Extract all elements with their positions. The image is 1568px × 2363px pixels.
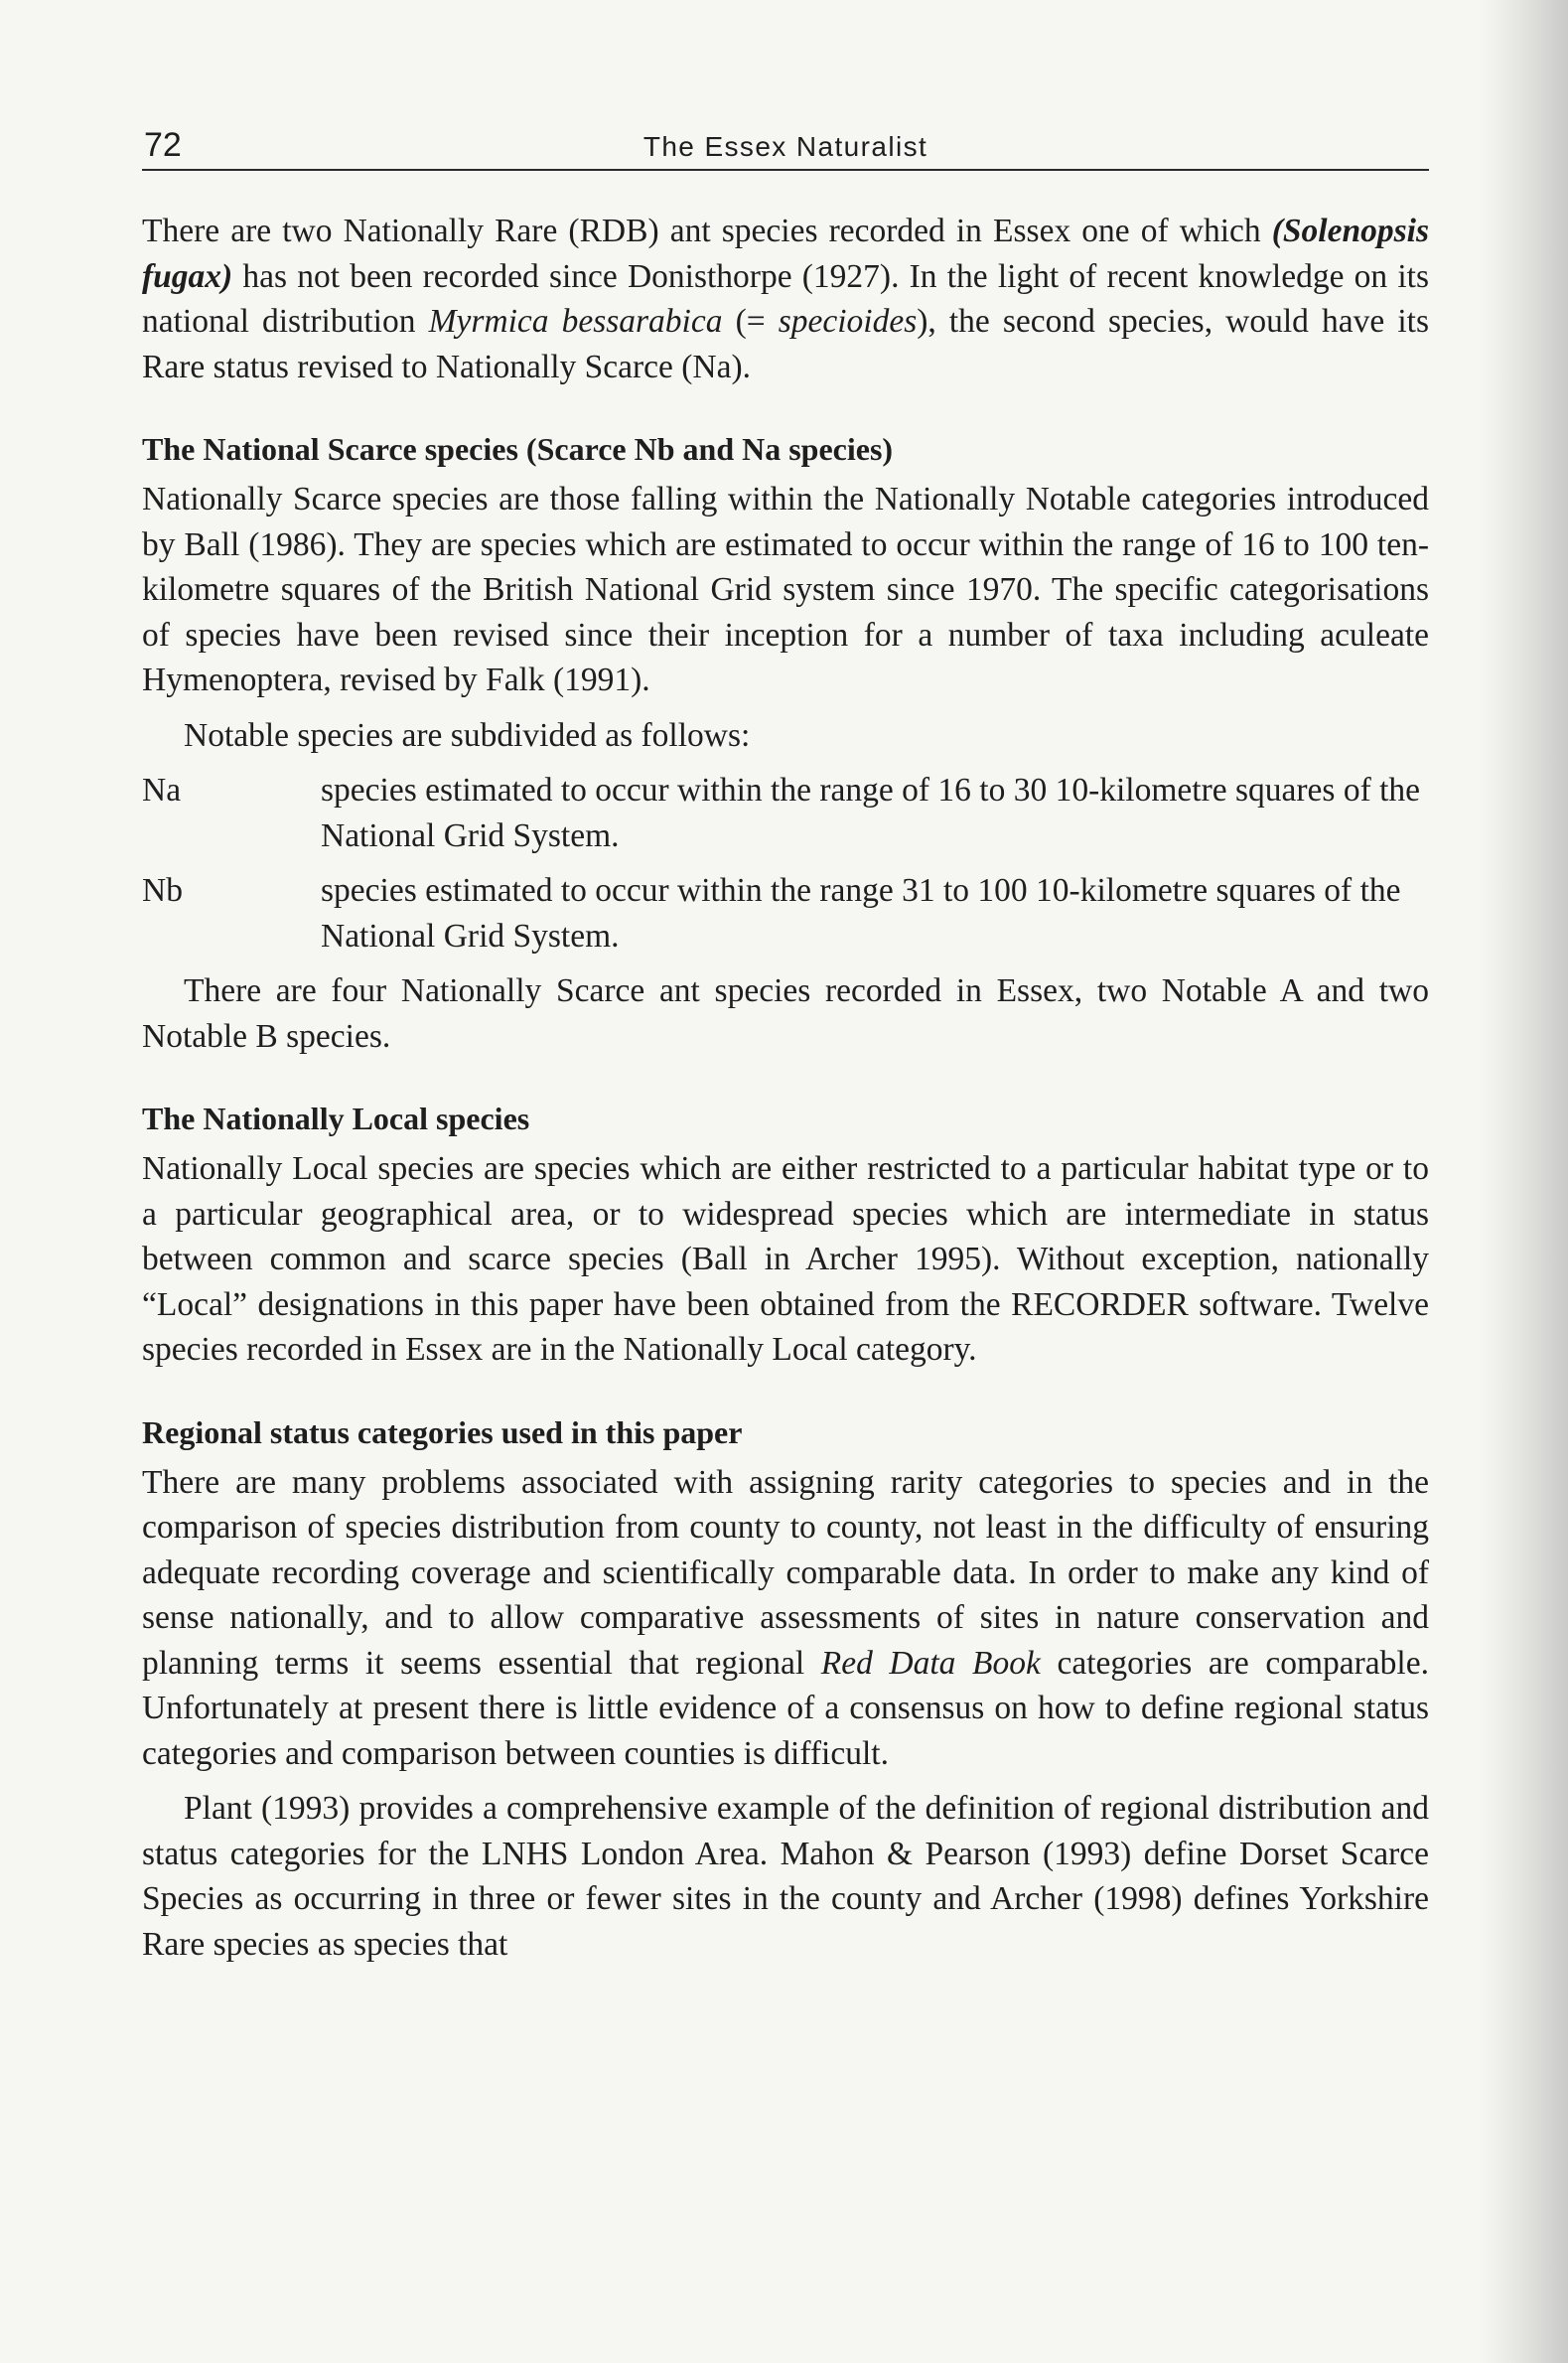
notable-definitions-list xyxy=(142,768,1429,959)
intro-text-mid2: (= xyxy=(722,303,779,340)
scarce-paragraph-1: Nationally Scarce species are those falling within the Nationally Notable categories introduced by Ball (1986). They are species which are estimated to occur within the range of 16 to 100 ten-kilometre squares of the British National Grid system since 1970. The specific categorisations of species have been revised since their inception for a number of taxa including aculeate Hymenoptera, revised by Falk (1991). xyxy=(142,481,1429,698)
heading-national-scarce: The National Scarce species (Scarce Nb and Na species) xyxy=(142,431,894,467)
intro-text-end: ), the second species, would have its Rare status revised to Nationally Scarce (Na). xyxy=(142,303,1429,385)
heading-regional-status: Regional status categories used in this paper xyxy=(142,1413,743,1450)
page-gutter-shadow xyxy=(1479,0,1568,2363)
species-solenopsis: (Solenopsis fugax) xyxy=(142,213,1429,295)
running-header xyxy=(142,117,1429,171)
heading-nationally-local: The Nationally Local species xyxy=(142,1101,530,1136)
local-paragraph-1: Nationally Local species are species which are either restricted to a particular habitat type or to a particular geographical area, or to widespread species which are intermediate in status between common and scarce species (Ball in Archer 1995). Without exception, nationally “Local” designations in this paper have been obtained from the RECORDER software. Twelve species recorded in Essex are in the Nationally Local category. xyxy=(142,1150,1429,1368)
definition-description: species estimated to occur within the range of 16 to 30 10-kilometre squares of the National Grid System. xyxy=(321,772,1421,854)
red-data-book-title: Red Data Book xyxy=(820,1644,1041,1682)
intro-text-mid: has not been recorded since Donisthorpe (1927). In the light of recent knowledge on its national distribution xyxy=(142,257,1429,340)
definition-row-nb xyxy=(142,868,1429,959)
regional-text-start: There are many problems associated with assigning rarity categories to species and in the comparison of species distribution from county to county, not least in the difficulty of ensuring adequate recording coverage and scientifically comparable data. In order to make any kind of sense nationally, and to allow comparative assessments of sites in nature conservation and planning terms it seems essential that regional xyxy=(142,1463,1429,1682)
species-myrmica: Myrmica bessarabica xyxy=(428,303,723,340)
species-synonym: specioides xyxy=(778,303,918,340)
definition-description: species estimated to occur within the range 31 to 100 10-kilometre squares of the National Grid System. xyxy=(321,872,1401,955)
regional-paragraph-2: Plant (1993) provides a comprehensive example of the definition of regional distribution and status categories for the LNHS London Area. Mahon & Pearson (1993) define Dorset Scarce Species as occurring in three or fewer sites in the county and Archer (1998) defines Yorkshire Rare species as species that xyxy=(142,1790,1429,1963)
scarce-paragraph-3: There are four Nationally Scarce ant species recorded in Essex, two Notable A and two Notable B species. xyxy=(142,972,1429,1055)
definition-term: Na xyxy=(142,772,182,809)
definition-row-na xyxy=(142,768,1429,858)
regional-text-end: categories are comparable. Unfortunately at present there is little evidence of a consensus on how to define regional status categories and comparison between counties is difficult. xyxy=(142,1644,1429,1772)
intro-text-start: There are two Nationally Rare (RDB) ant species recorded in Essex one of which xyxy=(142,213,1272,249)
intro-paragraph xyxy=(142,209,1429,389)
definition-term: Nb xyxy=(142,872,183,909)
scarce-paragraph-2: Notable species are subdivided as follows: xyxy=(184,716,751,754)
regional-paragraph-1 xyxy=(142,1460,1429,1777)
document-page xyxy=(142,117,1429,1967)
journal-title: The Essex Naturalist xyxy=(642,131,928,162)
page-number: 72 xyxy=(144,126,182,164)
